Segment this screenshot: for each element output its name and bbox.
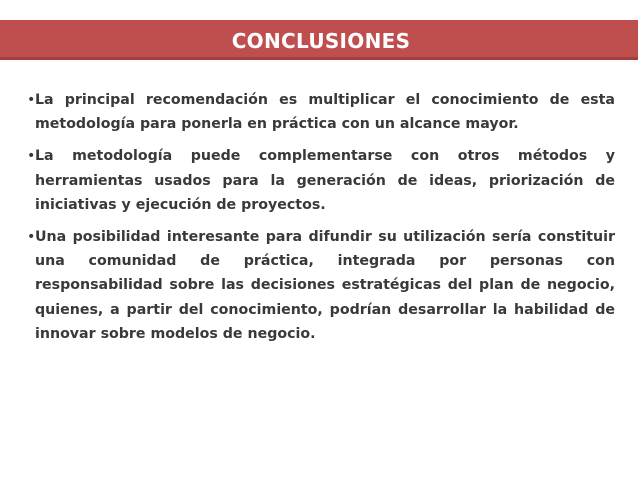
bullet-text: Una posibilidad interesante para difundir su utilización sería constituir una comunidad de práctica, integrada por personas con responsabilidad sobre las decisiones estratégicas del plan de negocio, quienes, a partir del conocimiento, podrían desarrollar la habilidad de innovar sobre modelos de negocio. [35,229,615,342]
bullet-icon: • [27,229,36,246]
page-title: CONCLUSIONES [231,29,411,53]
bullet-item-1 [27,88,615,136]
bullet-item-3 [27,225,615,346]
bullet-icon: • [27,148,36,165]
title-bar [0,20,638,60]
bullet-text: La metodología puede complementarse con otros métodos y herramientas usados para la generación de ideas, priorización de iniciativas y ejecución de proyectos. [35,148,615,213]
bullet-item-2 [27,144,615,217]
conclusions-list [27,88,615,354]
bullet-text: La principal recomendación es multiplicar el conocimiento de esta metodología para ponerla en práctica con un alcance mayor. [35,92,615,133]
bullet-icon: • [27,92,36,108]
